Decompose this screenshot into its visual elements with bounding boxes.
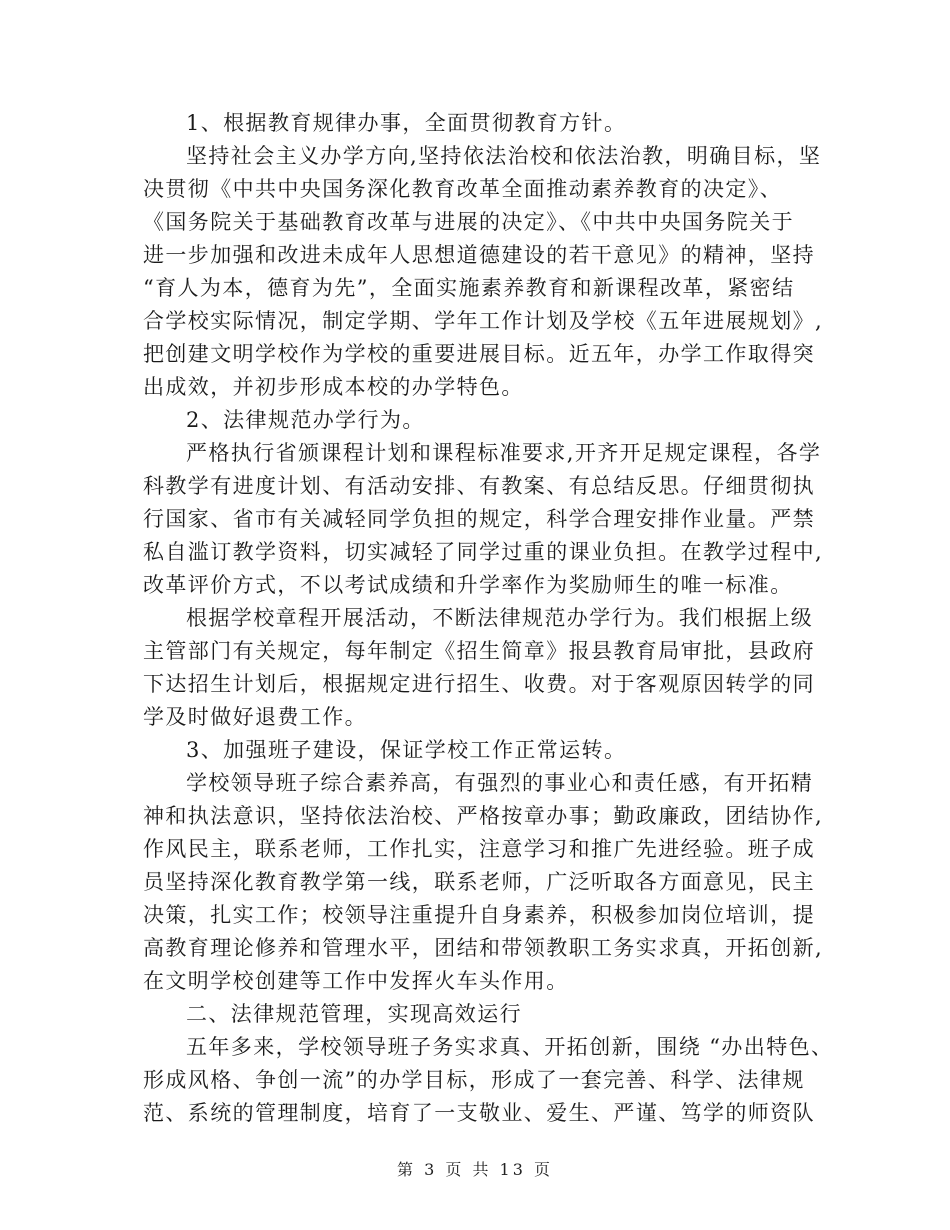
paragraph-line: 合学校实际情况，制定学期、学年工作计划及学校《五年进展规划》,	[143, 309, 824, 333]
paragraph-line: 神和执法意识，坚持依法治校、严格按章办事；勤政廉政，团结协作,	[143, 804, 824, 828]
page-number-footer: 第 3 页 共 13 页	[397, 1160, 553, 1179]
paragraph-line: 根据学校章程开展活动，不断法律规范办学行为。我们根据上级	[186, 606, 814, 630]
paragraph-line: 五年多来，学校领导班子务实求真、开拓创新，围绕 “办出特色、	[186, 1035, 834, 1059]
paragraph-line: 进一步加强和改进未成年人思想道德建设的若干意见》的精神，坚持	[143, 243, 815, 267]
paragraph-line: 行国家、省市有关减轻同学负担的规定，科学合理安排作业量。严禁	[143, 507, 815, 531]
paragraph-line: 改革评价方式，不以考试成绩和升学率作为奖励师生的唯一标准。	[143, 573, 793, 597]
section-heading: 2、法律规范办学行为。	[186, 408, 425, 432]
paragraph-line: 在文明学校创建等工作中发挥火车头作用。	[143, 969, 569, 993]
paragraph-line: 范、系统的管理制度，培育了一支敬业、爱生、严谨、笃学的师资队	[143, 1101, 815, 1125]
paragraph-line: 决贯彻《中共中央国务深化教育改革全面推动素养教育的决定》、	[143, 177, 783, 201]
paragraph-line: 科教学有进度计划、有活动安排、有教案、有总结反思。仔细贯彻执	[143, 474, 815, 498]
paragraph-line: 把创建文明学校作为学校的重要进展目标。近五年，办学工作取得突	[143, 342, 815, 366]
paragraph-line: 坚持社会主义办学方向,坚持依法治校和依法治教，明确目标，坚	[186, 144, 822, 168]
section-heading: 二、法律规范管理，实现高效运行	[186, 1002, 522, 1026]
paragraph-line: 高教育理论修养和管理水平，团结和带领教职工务实求真，开拓创新,	[143, 936, 824, 960]
paragraph-line: 作风民主，联系老师，工作扎实，注意学习和推广先进经验。班子成	[143, 837, 815, 861]
paragraph-line: 私自滥订教学资料，切实减轻了同学过重的课业负担。在教学过程中,	[143, 540, 824, 564]
paragraph-line: 学校领导班子综合素养高，有强烈的事业心和责任感，有开拓精	[186, 771, 814, 795]
paragraph-line: “育人为本，德育为先”，全面实施素养教育和新课程改革，紧密结	[143, 276, 795, 300]
paragraph-line: 《国务院关于基础教育改革与进展的决定》、《中共中央国务院关于	[143, 210, 794, 234]
paragraph-line: 决策，扎实工作；校领导注重提升自身素养，积极参加岗位培训，提	[143, 903, 815, 927]
paragraph-line: 出成效，并初步形成本校的办学特色。	[143, 375, 524, 399]
paragraph-line: 员坚持深化教育教学第一线，联系老师，广泛听取各方面意见，民主	[143, 870, 815, 894]
paragraph-line: 学及时做好退费工作。	[143, 705, 367, 729]
paragraph-line: 严格执行省颁课程计划和课程标准要求,开齐开足规定课程，各学	[186, 441, 822, 465]
section-heading: 1、根据教育规律办事，全面贯彻教育方针。	[186, 111, 627, 135]
paragraph-line: 主管部门有关规定，每年制定《招生简章》报县教育局审批，县政府	[143, 639, 815, 663]
paragraph-line: 下达招生计划后，根据规定进行招生、收费。对于客观原因转学的同	[143, 672, 815, 696]
section-heading: 3、加强班子建设，保证学校工作正常运转。	[186, 738, 627, 762]
paragraph-line: 形成风格、争创一流”的办学目标，形成了一套完善、科学、法律规	[143, 1068, 805, 1092]
